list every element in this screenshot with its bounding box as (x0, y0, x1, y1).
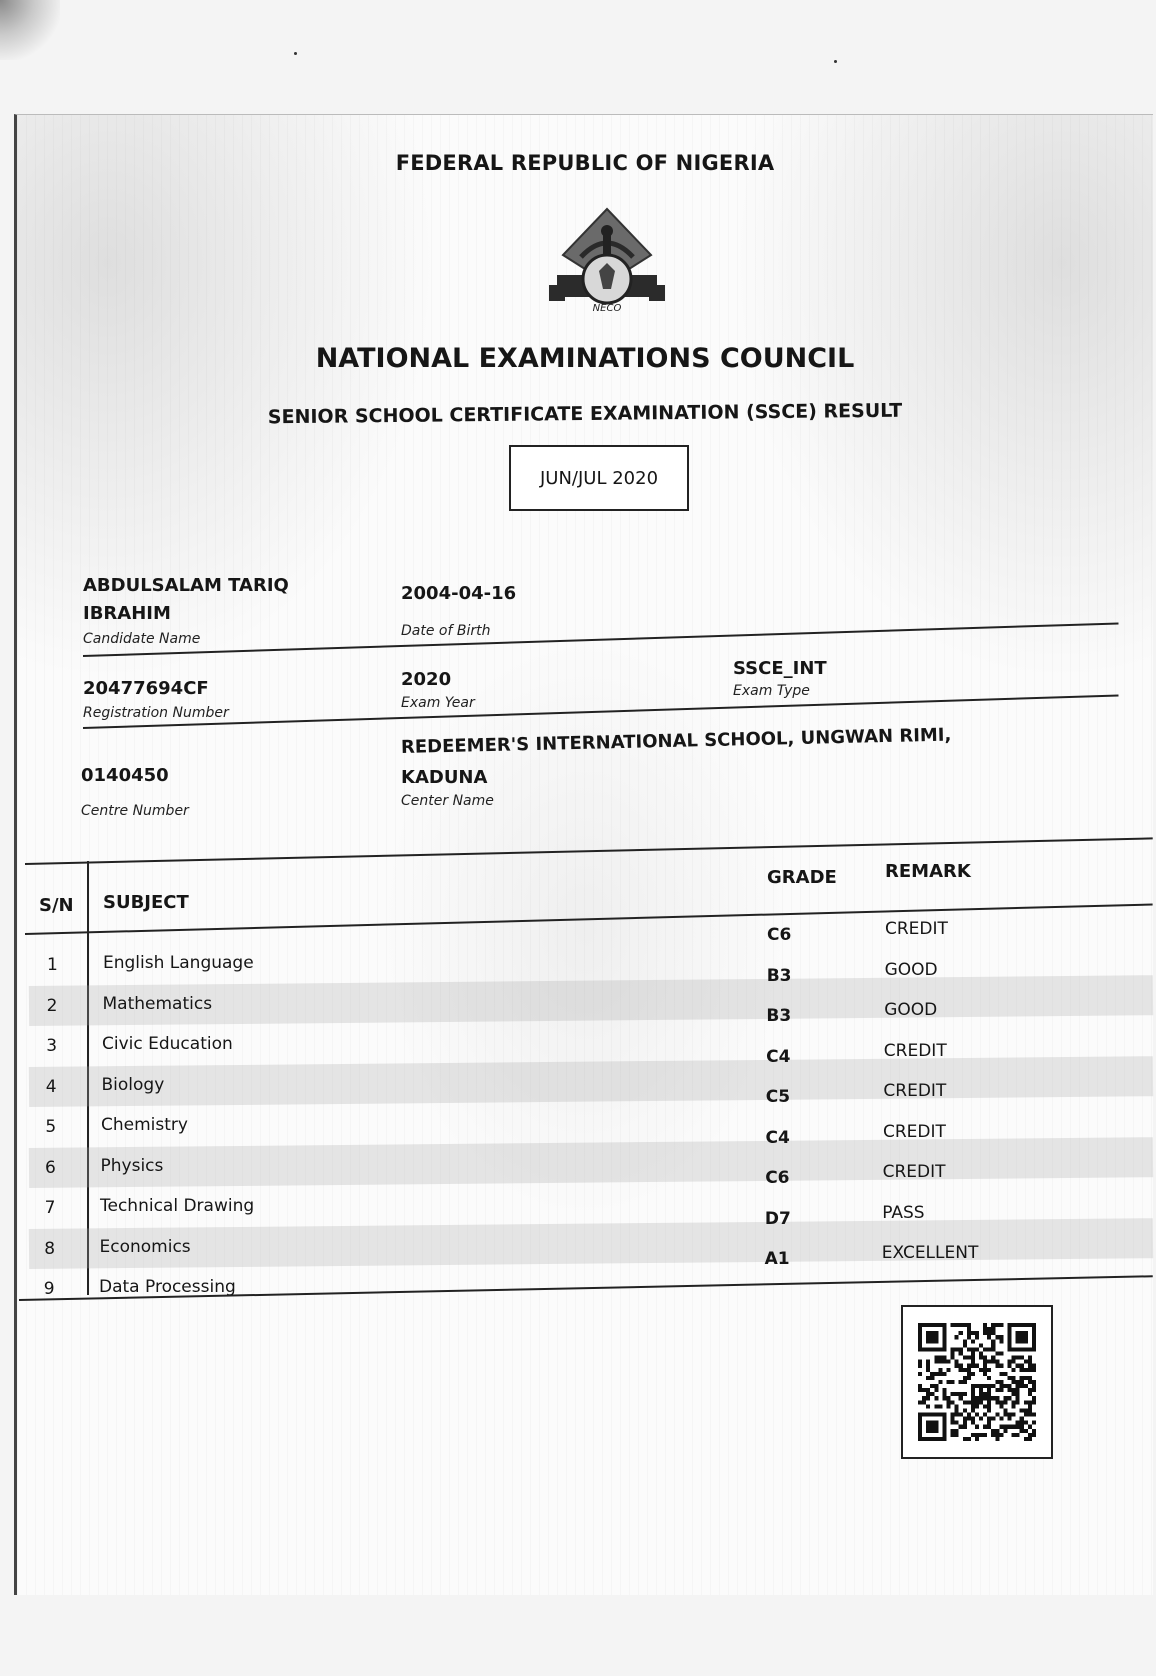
row-serial-number: 2 (46, 995, 58, 1016)
row-grade: C4 (766, 1046, 791, 1067)
row-subject: Physics (100, 1155, 164, 1176)
date-of-birth: 2004-04-16 (401, 583, 517, 604)
row-shading (29, 1056, 1153, 1107)
row-grade: C6 (767, 925, 792, 945)
council-heading: NATIONAL EXAMINATIONS COUNCIL (315, 343, 855, 374)
row-subject: Economics (99, 1236, 191, 1257)
exam-type: SSCE_INT (733, 658, 827, 679)
row-subject: Data Processing (99, 1277, 236, 1297)
row-serial-number: 4 (45, 1076, 57, 1097)
row-serial-number: 8 (44, 1238, 56, 1259)
row-remark: CREDIT (885, 919, 948, 939)
country-heading: FEDERAL REPUBLIC OF NIGERIA (395, 151, 775, 175)
column-header-sn: S/N (39, 895, 74, 916)
exam-session: JUN/JUL 2020 (539, 467, 659, 489)
divider (83, 622, 1119, 657)
logo-text: NECO (592, 303, 622, 314)
row-serial-number: 7 (44, 1198, 56, 1218)
exam-type-label: Exam Type (733, 683, 810, 699)
column-header-remark: REMARK (885, 861, 971, 882)
row-remark: CREDIT (883, 1121, 946, 1142)
row-serial-number: 9 (43, 1279, 55, 1299)
row-subject: Civic Education (102, 1034, 233, 1054)
candidate-name-line2: IBRAHIM (83, 603, 171, 624)
centre-name-label: Center Name (401, 793, 494, 809)
row-subject: English Language (103, 953, 254, 973)
date-of-birth-label: Date of Birth (401, 623, 491, 639)
exam-title: SENIOR SCHOOL CERTIFICATE EXAMINATION (SSCE) RESULT (267, 399, 903, 429)
centre-number-label: Centre Number (81, 803, 189, 819)
registration-number-label: Registration Number (83, 705, 229, 721)
row-remark: GOOD (884, 1000, 938, 1020)
row-subject: Biology (101, 1074, 165, 1095)
row-grade: A1 (764, 1249, 790, 1269)
row-remark: GOOD (884, 959, 938, 980)
row-grade: C5 (765, 1087, 791, 1107)
row-remark: CREDIT (882, 1162, 946, 1182)
divider (83, 694, 1119, 729)
scan-speck (294, 52, 297, 55)
row-serial-number: 1 (47, 955, 58, 975)
row-serial-number: 6 (45, 1157, 56, 1178)
centre-name-line1: REDEEMER'S INTERNATIONAL SCHOOL, UNGWAN RIMI, (400, 724, 952, 758)
row-subject: Chemistry (101, 1115, 188, 1135)
row-serial-number: 3 (46, 1036, 58, 1056)
centre-name-line2: KADUNA (401, 767, 488, 788)
row-remark: PASS (882, 1202, 925, 1223)
neco-crest-icon (547, 205, 667, 315)
qr-code-icon (918, 1323, 1036, 1441)
candidate-name-label: Candidate Name (83, 631, 201, 647)
registration-number: 20477694CF (83, 678, 209, 699)
scan-speck (834, 60, 837, 63)
row-grade: D7 (764, 1208, 791, 1229)
exam-year: 2020 (401, 669, 452, 690)
row-grade: B3 (766, 1006, 792, 1026)
qr-code-frame (901, 1305, 1053, 1459)
table-header-border (25, 903, 1153, 935)
row-shading (29, 1218, 1153, 1269)
row-remark: CREDIT (883, 1081, 947, 1101)
exam-session-box (509, 445, 689, 511)
result-document (14, 114, 1153, 1595)
row-subject: Mathematics (102, 993, 213, 1014)
column-header-grade: GRADE (767, 867, 837, 888)
exam-year-label: Exam Year (401, 695, 475, 711)
row-remark: EXCELLENT (881, 1243, 979, 1263)
scan-shadow (0, 0, 60, 60)
table-top-border (25, 837, 1153, 865)
row-grade: B3 (766, 965, 792, 986)
row-serial-number: 5 (45, 1117, 57, 1137)
row-remark: CREDIT (883, 1040, 947, 1061)
centre-number: 0140450 (81, 765, 169, 786)
row-shading (29, 1137, 1153, 1188)
row-grade: C6 (765, 1168, 790, 1188)
row-subject: Technical Drawing (100, 1196, 255, 1216)
column-header-subject: SUBJECT (103, 892, 189, 913)
row-grade: C4 (765, 1127, 790, 1148)
candidate-name-line1: ABDULSALAM TARIQ (83, 575, 289, 596)
